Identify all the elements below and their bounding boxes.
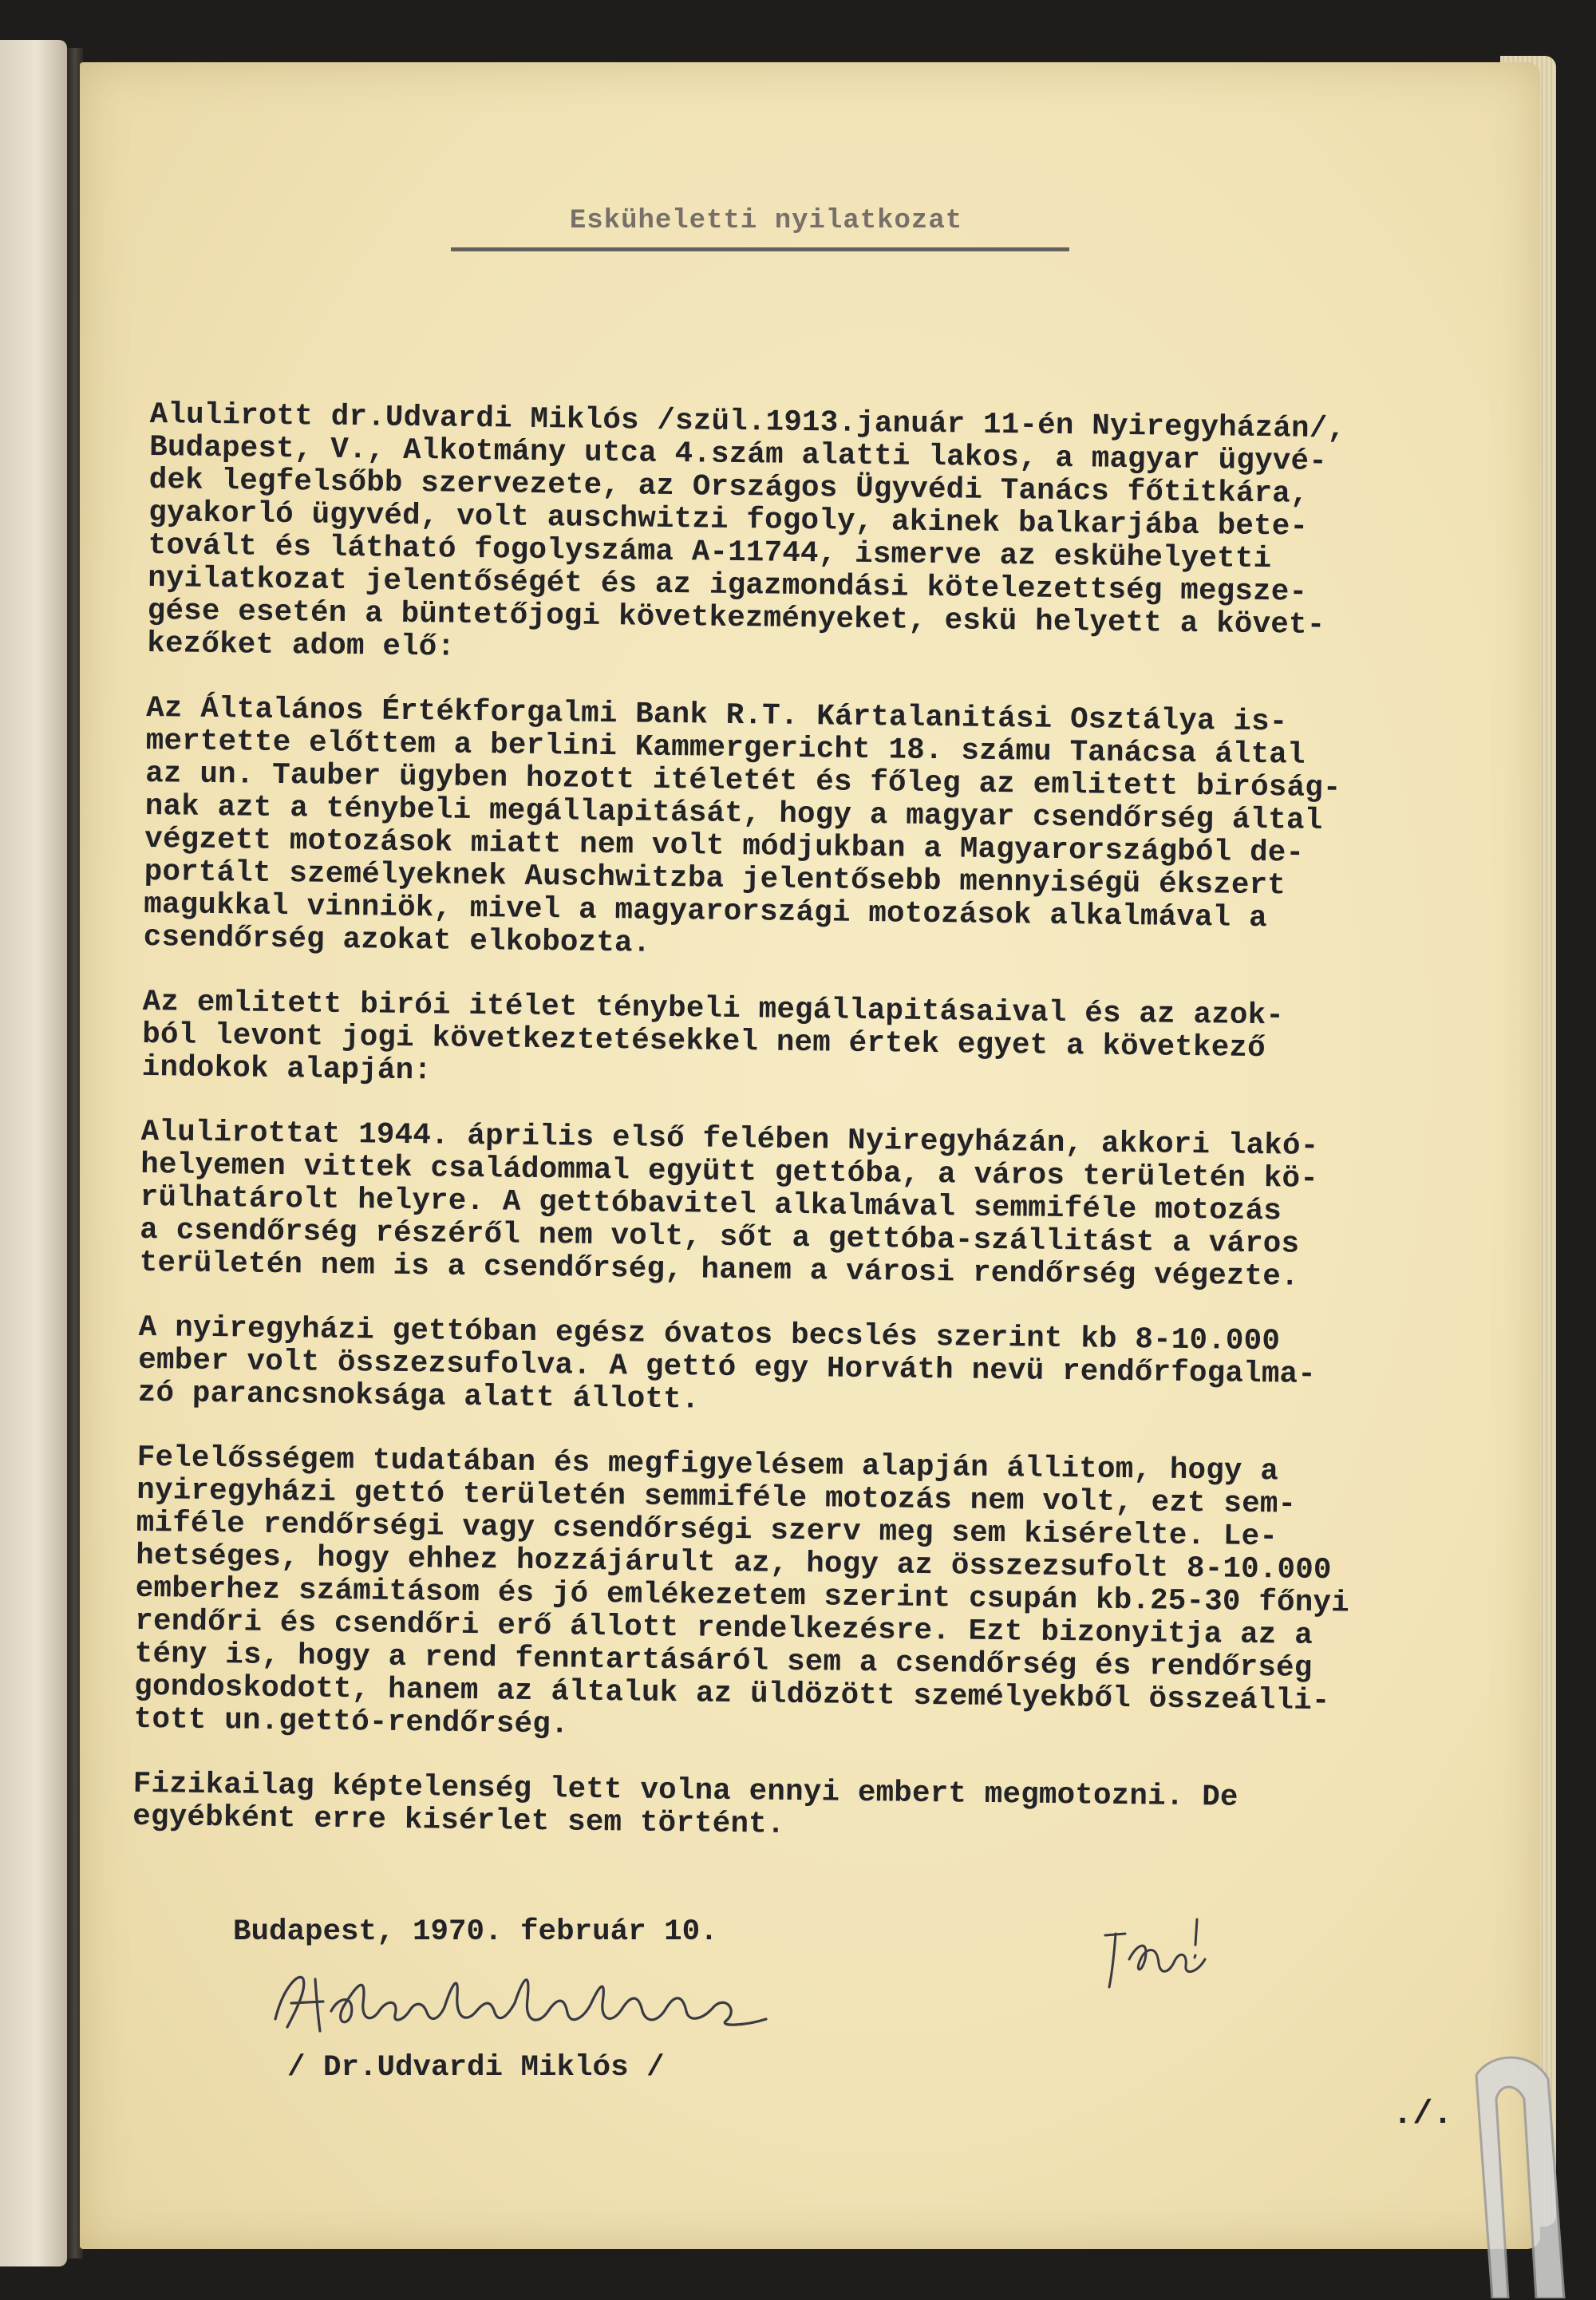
paragraph-testimony: Felelősségem tudatában és megfigyelésem alapján állitom, hogy a nyiregyházi gettó területén semmiféle motozás nem volt, ezt sem- miféle rendőrségi vagy csendőrségi szerv meg sem kisérelte. Le- hetséges, hogy ehhez hozzájárult az, hogy az összezsufolt 8-10.000 emberhez számitásom és jó emlékezetem szerint csupán kb.25-30 főnyi rendőri és csendőri erő állott rendelkezésre. Ezt bizonyitja az a tény is, hogy a rend fenntartásáról sem a csendőrség és rendőrség gondoskodott, hanem az általuk az üldözött személyekből összeálli- tott un.gettó-rendőrség.: [133, 1440, 1350, 1742]
paragraph-declarant: Alulirott dr.Udvardi Miklós /szül.1913.január 11-én Nyiregyházán/, Budapest, V., Alkotmány utca 4.szám alatti lakos, a magyar ügyvé- dek legfelsőbb szervezete, az Országos Ügyvédi Tanács főtitkára, gyakorló ügyvéd, volt auschwitzi fogoly, akinek balkarjába bete- tovált és látható fogolyszáma A-11744, ismerve az eskühelyetti nyilatkozat jelentőségét és az igazmondási kötelezettség megsze- gése esetén a büntetőjogi következményeket, eskü helyett a követ- kezőket adom elő:: [146, 398, 1346, 665]
paragraph-court-finding: Az Általános Értékforgalmi Bank R.T. Kártalanitási Osztálya is- mertette előttem a berlini Kammergericht 18. számu Tanácsa által az un. Tauber ügyben hozott itéletét és főleg az emlitett biróság- nak azt a ténybeli megállapitását, hogy a magyar csendőrség által végzett motozások miatt nem volt módjukban a Magyarországból de- portált személyeknek Auschwitzba jelentősebb mennyiségü ékszert magukkal vinniök, mivel a magyarországi motozások alkalmával a csendőrség azokat elkobozta.: [143, 691, 1341, 961]
paragraph-conclusion: Fizikailag képtelenség lett volna ennyi embert megmotozni. De egyébként erre kisérlet sem történt.: [132, 1767, 1238, 1842]
place-and-date: Budapest, 1970. február 10.: [233, 1915, 718, 1949]
paragraph-disagreement: Az emlitett birói itélet ténybeli megállapitásaival és az azok- ból levont jogi következtetésekkel nem értek egyet a következő indokok alapján:: [141, 985, 1285, 1089]
paragraph-ghetto-population: A nyiregyházi gettóban egész óvatos becslés szerint kb 8-10.000 ember volt összezsufolva. A gettó egy Horváth nevü rendőrfogalma- zó parancsnoksága alatt állott.: [137, 1310, 1317, 1417]
facing-page-edge: [0, 40, 67, 2266]
handwritten-signature: [267, 1955, 778, 2043]
paragraph-ghetto-transfer: Alulirottat 1944. április első felében Nyiregyházán, akkori lakó- helyemen vittek családommal együtt gettóba, a város területén kö- rülhatárolt helyre. A gettóbavitel alkalmával semmiféle motozás a csendőrség részéről nem volt, sőt a gettóba-szállitást a város területén nem is a csendőrség, hanem a városi rendőrség végezte.: [139, 1115, 1319, 1294]
document-title: Esküheletti nyilatkozat: [569, 206, 963, 236]
document-body: [132, 399, 1555, 1851]
page-clip: [1460, 2043, 1572, 2298]
handwritten-initials: [1093, 1911, 1221, 1999]
title-underline: [451, 247, 1069, 251]
page-continuation-mark: ./.: [1393, 2095, 1453, 2133]
signature-name: / Dr.Udvardi Miklós /: [287, 2051, 665, 2085]
